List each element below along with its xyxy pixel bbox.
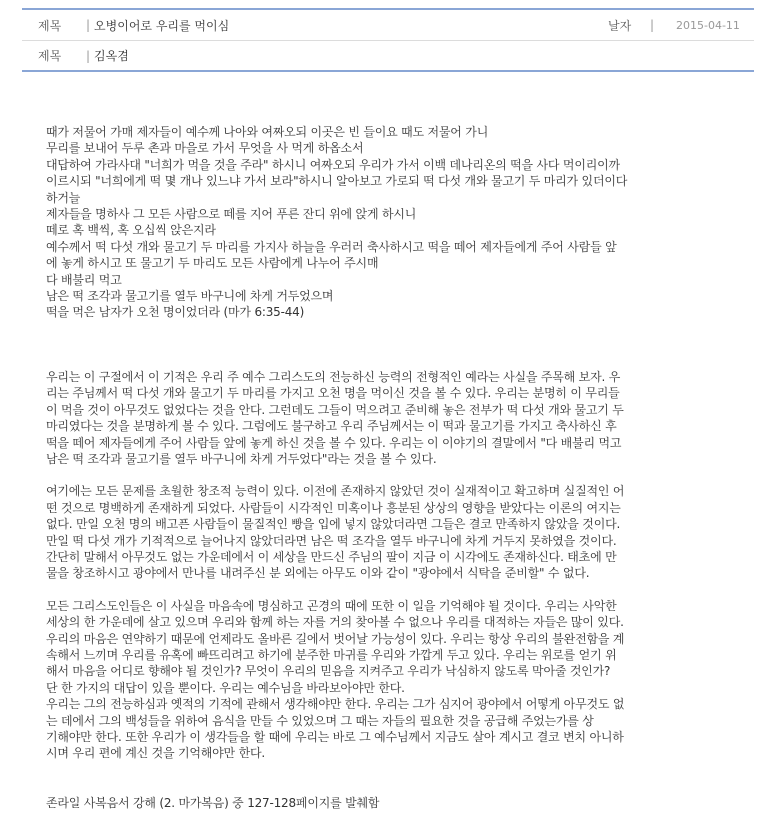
verse-line: 예수께서 떡 다섯 개와 물고기 두 마리를 가지사 하늘을 우러러 축사하시고 떡을 떼어 제자들에게 주어 사람들 앞 [46,239,617,254]
verse-line: 때가 저물어 가매 제자들이 예수께 나아와 여짜오되 이곳은 빈 들이요 때도 저물어 가니 [46,125,489,139]
verse-line: 남은 떡 조각과 물고기를 열두 바구니에 차게 거두었으며 [46,289,334,304]
scripture-passage [46,124,722,321]
post-date: 2015-04-11 [676,18,740,32]
meta-row-title [22,10,754,41]
paragraph-line: 우리는 이 구절에서 이 기적은 우리 주 예수 그리스도의 전능하신 능력의 전형적인 예라는 사실을 주목해 보자. 우 [46,369,621,384]
verse-line: 제자들을 명하사 그 모든 사람으로 떼를 지어 푸른 잔디 위에 앉게 하시니 [46,207,417,222]
author-separator: | [86,48,91,63]
verse-line: 이르시되 "너희에게 떡 몇 개나 있느냐 가서 보라"하시니 알아보고 가로되 떡 다섯 개와 물고기 두 마리가 있더이다 [46,174,628,189]
post-meta-table [22,8,754,72]
title-label: 제목 [38,18,62,33]
commentary-paragraph-2 [46,483,722,581]
paragraph-line: 속해서 느끼며 우리를 유혹에 빠뜨리려고 하기에 분주한 마귀를 우리와 가깝게 두고 있다. 우리는 위로를 얻기 위 [46,647,617,662]
paragraph-line: 기해야만 한다. 또한 우리가 이 생각들을 할 때에 우리는 바로 그 예수님께서 지금도 살아 계시고 결코 변치 아니하 [46,730,624,744]
paragraph-line: 세상의 한 가운데에 살고 있으며 우리와 함께 하는 자를 거의 찾아볼 수 없으나 우리를 대적하는 자들은 많이 있다. [46,615,624,630]
paragraph-line: 물을 창조하시고 광야에서 만나를 내려주신 분 외에는 아무도 이와 같이 "광야에서 식탁을 준비할" 수 없다. [46,566,590,581]
paragraph-line: 해서 마음을 어디로 향해야 될 것인가? 무엇이 우리의 믿음을 지켜주고 우리가 낙심하지 않도록 막아줄 것인가? [46,664,611,679]
date-separator: | [650,18,655,32]
post-author: 김옥겸 [94,49,129,63]
paragraph-line: 여기에는 모든 문제를 초월한 창조적 능력이 있다. 이전에 존재하지 않았던 것이 실재적이고 확고하며 실질적인 어 [46,484,625,499]
title-separator: | [86,18,91,32]
paragraph-line: 떡을 떼어 제자들에게 주어 사람들 앞에 놓게 하신 것을 볼 수 있다. 우리는 이 이야기의 결말에서 "다 배불리 먹고 [46,435,622,450]
verse-line: 떡을 먹은 남자가 오천 명이었더라 (마가 6:35-44) [46,305,305,320]
paragraph-line: 단 한 가지의 대답이 있을 뿐이다. 우리는 예수님을 바라보아야만 한다. [46,680,405,695]
paragraph-line: 리는 주님께서 떡 다섯 개와 물고기 두 마리를 가지고 오천 명을 먹이신 것을 볼 수 있다. 우리는 분명히 이 무리들 [46,386,620,401]
post-body [46,124,722,811]
paragraph-line: 이 먹을 것이 아무것도 없었다는 것을 안다. 그런데도 그들이 먹으려고 준비해 놓은 전부가 떡 다섯 개와 물고기 두 [46,402,624,417]
date-label: 날자 [608,18,632,33]
paragraph-line: 남은 떡 조각과 물고기를 열두 바구니에 차게 거두었다"라는 것을 볼 수 있다. [46,451,437,466]
paragraph-line: 없다. 만일 오천 명의 배고픈 사람들이 물질적인 빵을 입에 넣지 않았더라면 그들은 결코 만족하지 않았을 것이다. [46,517,621,532]
verse-line: 하거늘 [46,190,81,205]
verse-line: 떼로 혹 백씩, 혹 오십씩 앉은지라 [46,223,216,238]
paragraph-line: 만일 떡 다섯 개가 기적적으로 늘어나지 않았더라면 남은 떡 조각을 열두 바구니에 차게 거두지 못하였을 것이다. [46,533,617,548]
paragraph-line: 우리는 그의 전능하심과 옛적의 기적에 관해서 생각해야만 한다. 우리는 그가 심지어 광야에서 어떻게 아무것도 없 [46,697,625,712]
verse-line: 다 배불리 먹고 [46,272,122,287]
verse-line: 무리를 보내어 두루 촌과 마을로 가서 무엇을 사 먹게 하옵소서 [46,141,364,156]
paragraph-line: 간단히 말해서 아무것도 없는 가운데에서 이 세상을 만드신 주님의 팔이 지금 이 시각에도 존재하신다. 태초에 만 [46,549,617,564]
commentary-paragraph-3 [46,598,722,762]
paragraph-line: 시며 우리 편에 계신 것을 기억해야만 한다. [46,746,265,761]
paragraph-line: 모든 그리스도인들은 이 사실을 마음속에 명심하고 곤경의 때에 또한 이 일을 기억해야 될 것이다. 우리는 사악한 [46,598,617,613]
meta-row-author [22,41,754,70]
paragraph-line: 우리의 마음은 연약하기 때문에 언제라도 올바른 길에서 벗어날 가능성이 있다. 우리는 항상 우리의 불완전함을 계 [46,631,625,646]
paragraph-line: 떤 것으로 명백하게 존재하게 되었다. 사람들이 시각적인 미혹이나 흥분된 상상의 영향을 받았다는 이론의 여지는 [46,500,621,515]
source-citation: 존라일 사복음서 강해 (2. 마가복음) 중 127-128페이지를 발췌함 [46,795,380,810]
paragraph-line: 마리였다는 것을 분명하게 볼 수 있다. 그럼에도 불구하고 우리 주님께서는 이 떡과 물고기를 가지고 축사하신 후 [46,419,617,434]
verse-line: 대답하여 가라사대 "너희가 먹을 것을 주라" 하시니 여짜오되 우리가 가서 이백 데나리온의 떡을 사다 먹이리이까 [46,157,620,172]
paragraph-line: 는 데에서 그의 백성들을 위하여 음식을 만들 수 있었으며 그 때는 자들의 필요한 것을 공급해 주었는가를 상 [46,713,594,728]
commentary-paragraph-1 [46,369,722,467]
author-label: 제목 [38,49,62,63]
post-title: 오병이어로 우리를 먹이심 [94,18,230,33]
verse-line: 에 놓게 하시고 또 물고기 두 마리도 모든 사람에게 나누어 주시매 [46,256,379,271]
